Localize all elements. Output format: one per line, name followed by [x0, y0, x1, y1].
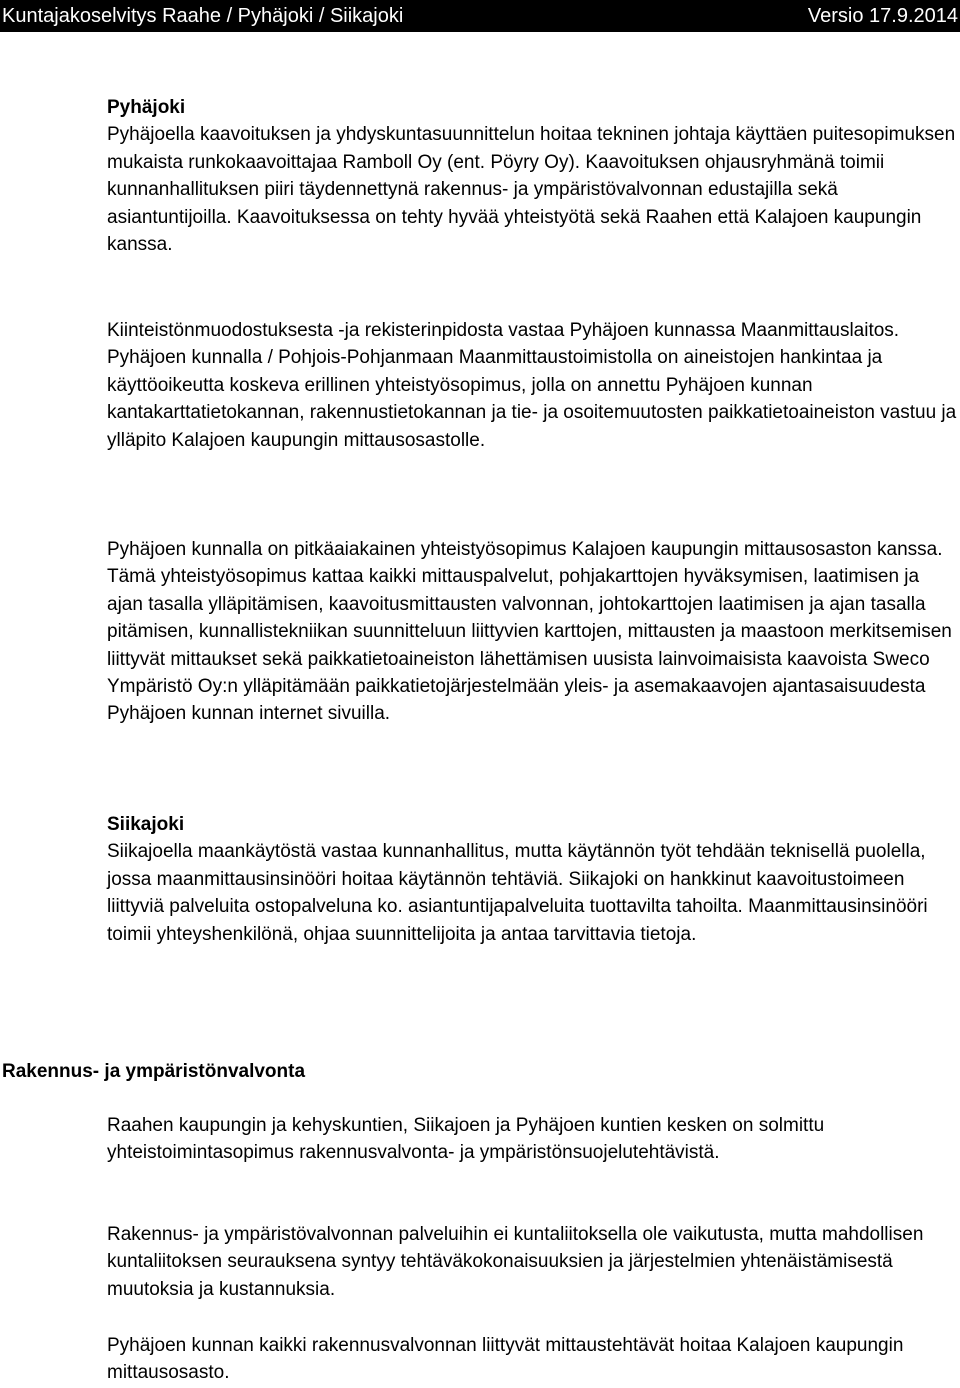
pyhajoki-section: [107, 94, 957, 258]
rakennus-section-1: [107, 1112, 957, 1167]
siikajoki-section: [107, 811, 957, 948]
rakennus-paragraph-2: Rakennus- ja ympäristövalvonnan palveluihin ei kuntaliitoksella ole vaikutusta, mutta mahdollisen kuntaliitoksen seurauksena syntyy tehtäväkokonaisuuksien ja järjestelmien yhtenäistämisestä muutoksia ja kustannuksia.: [107, 1224, 924, 1300]
document-version: Versio 17.9.2014: [807, 5, 958, 27]
pyhajoki-paragraph-1: Pyhäjoella kaavoituksen ja yhdyskuntasuunnittelun hoitaa tekninen johtaja käyttäen puitesopimuksen mukaista runkokaavoittajaa Ramboll Oy (ent. Pöyry Oy). Kaavoituksen ohjausryhmänä toimii kunnanhallituksen piiri täydennettynä rakennus- ja ympäristövalvonnan edustajilla sekä asiantuntijoilla. Kaavoituksessa on tehty hyvää yhteistyötä sekä Raahen että Kalajoen kaupungin kanssa.: [107, 124, 956, 256]
rakennus-section-3: [107, 1332, 957, 1387]
siikajoki-heading: Siikajoki: [107, 814, 185, 835]
pyhajoki-section-3: [107, 536, 957, 728]
rakennus-heading: Rakennus- ja ympäristönvalvonta: [2, 1061, 306, 1082]
pyhajoki-paragraph-2: Kiinteistönmuodostuksesta -ja rekisterinpidosta vastaa Pyhäjoen kunnassa Maanmittauslaitos.: [107, 320, 900, 341]
document-title: Kuntajakoselvitys Raahe / Pyhäjoki / Siikajoki: [2, 5, 404, 27]
siikajoki-paragraph-1: Siikajoella maankäytöstä vastaa kunnanhallitus, mutta käytännön työt tehdään teknisellä puolella, jossa maanmittausinsinööri hoitaa käytännön tehtäviä. Siikajoki on hankkinut kaavoitustoimeen liittyviä palveluita ostopalveluna ko. asiantuntijapalveluita tuottavilta tahoilta. Maanmittausinsinööri toimii yhteyshenkilönä, ohjaa suunnittelijoita ja antaa tarvittavia tietoja.: [107, 841, 928, 945]
rakennus-paragraph-1: Raahen kaupungin ja kehyskuntien, Siikajoen ja Pyhäjoen kuntien kesken on solmittu yhteistoimintasopimus rakennusvalvonta- ja ympäristönsuojelutehtävistä.: [107, 1115, 825, 1164]
pyhajoki-paragraph-3: Pyhäjoen kunnalla / Pohjois-Pohjanmaan Maanmittaustoimistolla on aineistojen hankintaa ja käyttöoikeutta koskeva erillinen yhteistyösopimus, jolla on annettu Pyhäjoen kunnan kantakarttatietokannan, rakennustietokannan ja tie- ja osoitemuutosten paikkatietoaineiston vastuu ja ylläpito Kalajoen kaupungin mittausosastolle.: [107, 347, 957, 451]
rakennus-paragraph-3: Pyhäjoen kunnan kaikki rakennusvalvonnan liittyvät mittaustehtävät hoitaa Kalajoen kaupungin mittausosasto.: [107, 1335, 904, 1384]
pyhajoki-heading: Pyhäjoki: [107, 97, 186, 118]
pyhajoki-paragraph-4: Pyhäjoen kunnalla on pitkäaiakainen yhteistyösopimus Kalajoen kaupungin mittausosaston kanssa. Tämä yhteistyösopimus kattaa kaikki mittauspalvelut, pohjakarttojen hyväksymisen, laatimisen ja ajan tasalla ylläpitämisen, kaavoitusmittausten valvonnan, johtokarttojen laatimisen ja ajan tasalla pitämisen, kunnallistekniikan suunnitteluun liittyvien karttojen, mittausten ja maastoon merkitsemisen liittyvät mittaukset sekä paikkatietoaineiston lähettämisen uusista lainvoimaisista kaavoista Sweco Ympäristö Oy:n ylläpitämään paikkatietojärjestelmään yleis- ja asemakaavojen ajantasaisuudesta Pyhäjoen kunnan internet sivuilla.: [107, 539, 952, 725]
pyhajoki-section-2: [107, 317, 957, 454]
rakennus-section-2: [107, 1221, 957, 1303]
page-header: [0, 0, 960, 32]
